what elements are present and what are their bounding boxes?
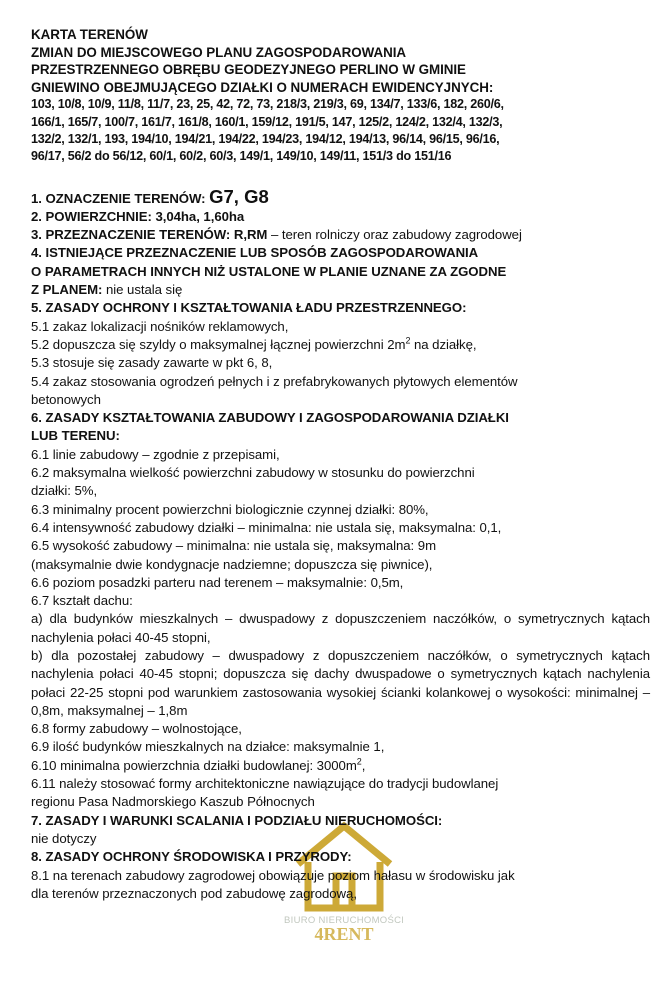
section-6-5-line-1: 6.5 wysokość zabudowy – minimalna: nie ustala się, maksymalna: 9m	[31, 538, 437, 554]
document-title-block	[31, 26, 650, 96]
section-5-1: 5.1 zakaz lokalizacji nośników reklamowych,	[31, 318, 289, 334]
section-3-landuse	[31, 226, 650, 244]
section-3-label: 3. PRZEZNACZENIE TERENÓW: R,RM	[31, 227, 268, 243]
section-6-7-item-a: a) dla budynków mieszkalnych – dwuspadowy z dopuszczeniem naczółków, o symetrycznych kątach nachylenia połaci 40-45 stopni,	[31, 611, 650, 645]
section-8-1-line-1: 8.1 na terenach zabudowy zagrodowej obowiązuje poziom hałasu w środowisku jak	[31, 867, 515, 883]
section-6-title-line-2: LUB TERENU:	[31, 428, 120, 444]
parcel-numbers-line: 103, 10/8, 10/9, 11/8, 11/7, 23, 25, 42, 72, 73, 218/3, 219/3, 69, 134/7, 133/6, 182, 260/6,	[31, 97, 504, 112]
superscript-square: 2	[356, 756, 362, 767]
section-8-title: 8. ZASADY OCHRONY ŚRODOWISKA I PRZYRODY:	[31, 849, 352, 865]
section-2-areas	[31, 208, 650, 226]
section-7-title: 7. ZASADY I WARUNKI SCALANIA I PODZIAŁU NIERUCHOMOŚCI:	[31, 812, 443, 828]
section-5-title: 5. ZASADY OCHRONY I KSZTAŁTOWANIA ŁADU PRZESTRZENNEGO:	[31, 300, 467, 316]
section-8-1-line-2: dla terenów przeznaczonych pod zabudowę zagrodową,	[31, 885, 357, 901]
superscript-square: 2	[405, 335, 411, 346]
document-title-line-1: KARTA TERENÓW	[31, 27, 148, 42]
section-3-value: – teren rolniczy oraz zabudowy zagrodowej	[271, 227, 522, 243]
section-6-10	[31, 757, 650, 775]
section-4-title-line-2: O PARAMETRACH INNYCH NIŻ USTALONE W PLANIE UZNANE ZA ZGODNE	[31, 263, 507, 279]
section-5-3: 5.3 stosuje się zasady zawarte w pkt 6, 8,	[31, 355, 273, 371]
section-6-2-line-1: 6.2 maksymalna wielkość powierzchni zabudowy w stosunku do powierzchni	[31, 465, 475, 481]
section-6-1: 6.1 linie zabudowy – zgodnie z przepisami,	[31, 446, 280, 462]
document-title-line-3: PRZESTRZENNEGO OBRĘBU GEODEZYJNEGO PERLINO W GMINIE	[31, 62, 466, 78]
section-6-10-text: 6.10 minimalna powierzchnia działki budowlanej: 3000m	[31, 757, 357, 773]
section-6-11-line-2: regionu Pasa Nadmorskiego Kaszub Północnych	[31, 794, 315, 810]
parcel-numbers-line: 96/17, 56/2 do 56/12, 60/1, 60/2, 60/3, 149/1, 149/10, 149/11, 151/3 do 151/16	[31, 149, 452, 164]
section-5-2-suffix: na działkę,	[410, 336, 477, 352]
section-4-value: nie ustala się	[105, 282, 183, 298]
parcel-numbers-block	[31, 96, 650, 165]
watermark-brand: 4RENT	[314, 924, 374, 944]
document-title-line-4: GNIEWINO OBEJMUJĄCEGO DZIAŁKI O NUMERACH EWIDENCYJNYCH:	[31, 79, 494, 95]
section-6-3: 6.3 minimalny procent powierzchni biologicznie czynnej działki: 80%,	[31, 501, 429, 517]
section-6-4: 6.4 intensywność zabudowy działki – minimalna: nie ustala się, maksymalna: 0,1,	[31, 519, 502, 535]
section-1-designation	[31, 185, 650, 208]
section-6-2-line-2: działki: 5%,	[31, 483, 98, 499]
section-6-title-line-1: 6. ZASADY KSZTAŁTOWANIA ZABUDOWY I ZAGOSPODAROWANIA DZIAŁKI	[31, 410, 509, 426]
section-6-7: 6.7 kształt dachu:	[31, 593, 133, 609]
section-5-4-line-1: 5.4 zakaz stosowania ogrodzeń pełnych i z prefabrykowanych płytowych elementów	[31, 373, 518, 389]
section-2-value: 3,04ha, 1,60ha	[155, 208, 245, 224]
section-6-8: 6.8 formy zabudowy – wolnostojące,	[31, 721, 242, 737]
section-5-2-text: 5.2 dopuszcza się szyldy o maksymalnej łącznej powierzchni 2m	[31, 336, 406, 352]
section-1-value: G7, G8	[209, 185, 269, 207]
section-7-value: nie dotyczy	[31, 830, 97, 846]
section-4-label: Z PLANEM:	[31, 282, 103, 298]
section-2-label: 2. POWIERZCHNIE:	[31, 208, 152, 224]
section-6-7-item-b: b) dla pozostałej zabudowy – dwuspadowy z dopuszczeniem naczółków, o symetrycznych kątach nachylenia połaci 40-45 stopni; dopuszcza się dachy dwuspadowe o symetrycznych kątach nachylenia połaci 22-25 stopni pod warunkiem zastosowania wysokiej ścianki kolankowej o wysokości: minimalnej – 0,8m, maksymalnej – 1,8m	[31, 647, 650, 718]
section-4-title-line-1: 4. ISTNIEJĄCE PRZEZNACZENIE LUB SPOSÓB ZAGOSPODAROWANIA	[31, 245, 479, 261]
section-6-6: 6.6 poziom posadzki parteru nad terenem – maksymalnie: 0,5m,	[31, 574, 404, 590]
section-4-value-row	[31, 281, 650, 299]
section-6-5-line-2: (maksymalnie dwie kondygnacje nadziemne; dopuszcza się piwnice),	[31, 556, 433, 572]
document-title-line-2: ZMIAN DO MIEJSCOWEGO PLANU ZAGOSPODAROWANIA	[31, 44, 407, 60]
parcel-numbers-line: 132/2, 132/1, 193, 194/10, 194/21, 194/22, 194/23, 194/12, 194/13, 96/14, 96/15, 96/16,	[31, 131, 500, 146]
document-body	[31, 26, 650, 903]
section-6-10-suffix: ,	[361, 757, 366, 773]
section-spacer	[31, 166, 650, 188]
parcel-numbers-line: 166/1, 165/7, 100/7, 161/7, 161/8, 160/1, 159/12, 191/5, 147, 125/2, 124/2, 132/4, 132/3,	[31, 114, 503, 129]
section-5-2	[31, 336, 650, 354]
section-1-label: 1. OZNACZENIE TERENÓW:	[31, 190, 206, 206]
watermark-company-name: BIURO NIERUCHOMOŚCI	[284, 915, 405, 926]
section-6-9: 6.9 ilość budynków mieszkalnych na działce: maksymalnie 1,	[31, 739, 385, 755]
section-6-11-line-1: 6.11 należy stosować formy architektoniczne nawiązujące do tradycji budowlanej	[31, 776, 499, 792]
section-5-4-line-2: betonowych	[31, 391, 101, 407]
